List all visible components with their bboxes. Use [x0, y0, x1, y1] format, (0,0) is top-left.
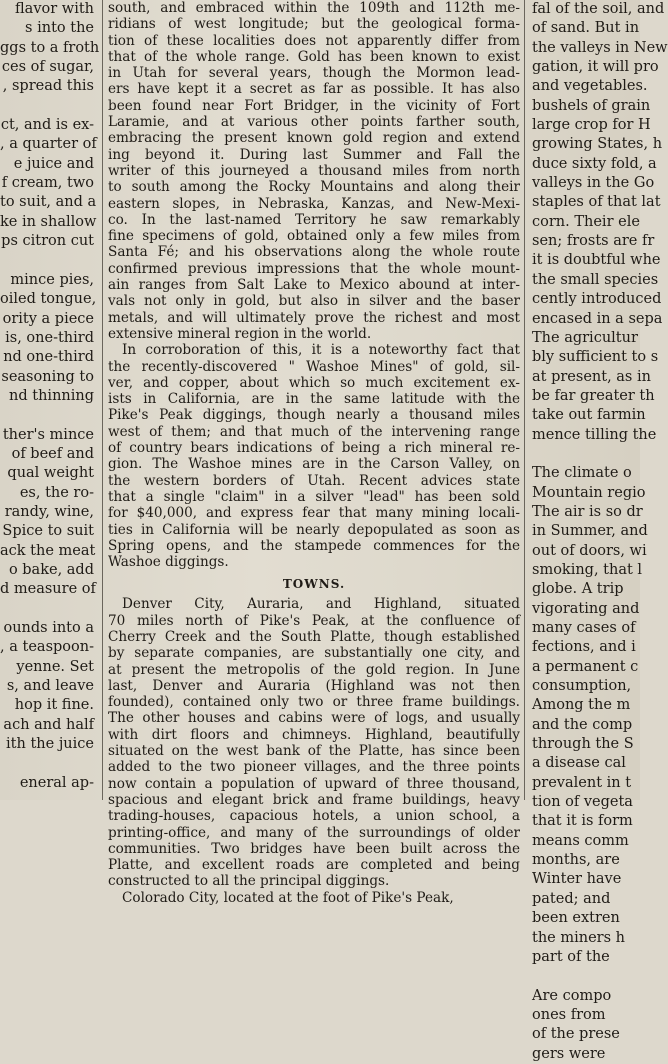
text-line: bly sufficient to s: [532, 349, 659, 366]
text-line: tion of these localities does not apparently differ from: [108, 32, 520, 49]
paragraph-washoe-mines: [108, 342, 520, 570]
text-line: of beef and: [11, 445, 94, 462]
text-line: randy, wine,: [4, 503, 94, 520]
right-column: [528, 0, 668, 1062]
text-line: mince pies,: [10, 271, 94, 288]
text-line: s, and leave: [6, 678, 94, 695]
text-line: tion of vegeta: [532, 794, 633, 811]
text-line: and vegetables.: [532, 78, 648, 95]
text-line: west of them; and that much of the intervening range: [108, 423, 520, 440]
text-line: added to the two pioneer villages, and the three points: [108, 759, 520, 776]
text-line: confirmed previous impressions that the whole mount-: [108, 260, 520, 277]
text-line: f cream, two: [1, 175, 94, 192]
text-line: embracing the present known gold region and extend: [108, 130, 520, 147]
text-line: to suit, and a: [0, 194, 97, 211]
text-line: ces of sugar,: [1, 59, 94, 76]
text-line: corn. Their ele: [532, 213, 640, 230]
text-line: ke in shallow: [0, 213, 97, 230]
text-line: Spring opens, and the stampede commences for the: [108, 537, 520, 554]
text-line: Spice to suit: [2, 523, 94, 540]
text-line: consumption,: [532, 678, 632, 695]
text-line: ps citron cut: [1, 233, 94, 250]
text-line: Mountain regio: [532, 484, 646, 501]
text-line: in Summer, and: [532, 523, 648, 540]
text-line: by separate companies, are substantially one city, and: [108, 645, 520, 662]
text-line: d measure of: [0, 581, 96, 598]
text-line: ack the meat: [0, 542, 96, 559]
left-column: [0, 0, 98, 800]
text-line: writer of this journeyed a thousand miles from north: [108, 162, 520, 179]
text-line: ggs to a froth: [0, 39, 100, 56]
paragraph-colorado-city: Colorado City, located at the foot of Pike's Peak,: [122, 889, 454, 906]
text-line: ith the juice: [6, 736, 94, 753]
text-line: ounds into a: [3, 620, 94, 636]
text-line: be far greater th: [532, 387, 655, 404]
text-line: flavor with: [15, 1, 94, 17]
text-line: fal of the soil, and: [532, 1, 665, 17]
text-line: ain ranges from Salt Lake to Mexico abound at inter-: [108, 277, 520, 294]
text-line: gers were: [532, 1045, 606, 1062]
text-line: out of doors, wi: [532, 542, 647, 559]
text-line: prevalent in t: [532, 774, 632, 791]
text-line: yenne. Set: [16, 658, 94, 675]
text-line: trading-houses, capacious hotels, a union school, a: [108, 808, 520, 825]
text-line: that of the whole range. Gold has been known to exist: [108, 48, 520, 65]
text-line: 70 miles north of Pike's Peak, at the confluence of: [108, 612, 520, 629]
text-line: The air is so dr: [532, 503, 643, 520]
text-line: Pike's Peak diggings, though nearly a thousand miles: [108, 407, 520, 424]
text-line: o bake, add: [8, 561, 94, 578]
text-line: Winter have: [532, 871, 622, 888]
text-line: printing-office, and many of the surroundings of older: [108, 824, 520, 841]
text-line: the miners h: [532, 929, 625, 946]
text-line: globe. A trip: [532, 581, 624, 598]
column-rule-left: [102, 0, 103, 800]
text-line: Washoe diggings.: [108, 554, 229, 571]
text-line: ther's mince: [2, 426, 94, 443]
text-line: last, Denver and Auraria (Highland was not then: [108, 677, 520, 694]
text-line: communities. Two bridges have been built across the: [108, 840, 520, 857]
text-line: [0, 406, 98, 425]
text-line: s into the: [25, 20, 94, 37]
text-line: been found near Fort Bridger, in the vicinity of Fort: [108, 97, 520, 114]
text-line: eastern slopes, in Nebraska, Kanzas, and New-Mexi-: [108, 195, 520, 212]
text-line: Denver City, Auraria, and Highland, situated: [122, 596, 520, 613]
text-line: oiled tongue,: [0, 291, 97, 308]
text-line: [0, 97, 98, 116]
text-line: constructed to all the principal diggings.: [108, 873, 390, 890]
text-line: ridians of west longitude; but the geological forma-: [108, 16, 520, 33]
text-line: the recently-discovered " Washoe Mines" of gold, sil-: [108, 358, 520, 375]
text-line: [528, 967, 640, 986]
text-line: Platte, and excellent roads are completed and being: [108, 857, 520, 874]
text-line: valleys in the Go: [532, 175, 655, 192]
text-line: [528, 445, 640, 464]
text-line: growing States, h: [532, 136, 663, 153]
text-line: metals, and will ultimately prove the richest and most: [108, 309, 520, 326]
text-line: to south among the Rocky Mountains and along their: [108, 179, 520, 196]
text-line: [0, 600, 98, 619]
text-line: that it is form: [532, 813, 633, 830]
text-line: is, one-third: [5, 329, 94, 346]
text-line: ones from: [532, 1006, 606, 1023]
paragraph-gold-region: [108, 0, 520, 342]
text-line: ists in California, are in the same latitude with the: [108, 391, 520, 408]
text-line: e juice and: [13, 155, 94, 172]
text-line: a permanent c: [532, 658, 639, 675]
text-line: The climate o: [532, 465, 632, 482]
text-line: ing beyond it. During last Summer and Fall the: [108, 146, 520, 163]
text-line: The other houses and cabins were of logs, and usually: [108, 710, 520, 727]
text-line: the valleys in New: [532, 39, 668, 56]
text-line: that a single "claim" in a silver "lead" has been sold: [108, 488, 520, 505]
text-line: take out farmin: [532, 407, 646, 424]
text-line: staples of that lat: [532, 194, 661, 211]
text-line: The agricultur: [532, 329, 638, 346]
text-line: of country bears indications of being a rich mineral re-: [108, 440, 520, 457]
text-line: mence tilling the: [532, 426, 657, 443]
text-line: , a quarter of: [0, 136, 97, 153]
text-line: fections, and i: [532, 639, 636, 656]
text-line: large crop for H: [532, 117, 651, 134]
text-line: a disease cal: [532, 755, 626, 772]
text-line: south, and embraced within the 109th and 112th me-: [108, 0, 520, 16]
text-line: in Utah for several years, though the Mormon lead-: [108, 65, 520, 82]
text-line: means comm: [532, 832, 629, 849]
paragraph-denver-city: [108, 596, 520, 889]
text-line: nd thinning: [9, 387, 94, 404]
text-line: gion. The Washoe mines are in the Carson Valley, on: [108, 456, 520, 473]
text-line: ority a piece: [2, 310, 94, 327]
text-line: hop it fine.: [14, 697, 94, 714]
text-line: spacious and elegant brick and frame buildings, heavy: [108, 791, 520, 808]
text-line: eneral ap-: [19, 774, 94, 791]
text-line: smoking, that l: [532, 561, 643, 578]
text-line: fine specimens of gold, obtained only a few miles from: [108, 228, 520, 245]
text-line: the western borders of Utah. Recent advices state: [108, 472, 520, 489]
text-line: , a teaspoon-: [0, 639, 94, 656]
text-line: Among the m: [532, 697, 631, 714]
text-line: nd one-third: [3, 349, 94, 366]
text-line: qual weight: [7, 465, 94, 482]
text-line: ers have kept it a secret as far as possible. It has also: [108, 81, 520, 98]
text-line: been extren: [532, 910, 620, 927]
middle-column: [108, 0, 520, 906]
text-line: In corroboration of this, it is a noteworthy fact that: [122, 342, 520, 359]
text-line: encased in a sepa: [532, 310, 663, 327]
text-line: with dirt floors and chimneys. Highland, beautifully: [108, 726, 520, 743]
text-line: co. In the last-named Territory he saw remarkably: [108, 211, 520, 228]
text-line: [0, 251, 98, 270]
text-line: Santa Fé; and his observations along the whole route: [108, 244, 520, 261]
text-line: founded), contained only two or three frame buildings.: [108, 694, 520, 711]
text-line: cently introduced: [532, 291, 662, 308]
text-line: duce sixty fold, a: [532, 155, 657, 172]
text-line: the small species: [532, 271, 659, 288]
text-line: at present the metropolis of the gold region. In June: [108, 661, 520, 678]
text-line: ver, and copper, about which so much excitement ex-: [108, 374, 520, 391]
column-rule-right: [524, 0, 525, 800]
text-line: many cases of: [532, 620, 636, 636]
text-line: bushels of grain: [532, 97, 651, 114]
text-line: Are compo: [532, 987, 612, 1004]
text-line: vals not only in gold, but also in silver and the baser: [108, 293, 520, 310]
text-line: and the comp: [532, 716, 633, 733]
text-line: Laramie, and at various other points farther south,: [108, 114, 520, 131]
text-line: situated on the west bank of the Platte, has since been: [108, 743, 520, 760]
text-line: , spread this: [2, 78, 94, 95]
text-line: ties in California will be nearly depopulated as soon as: [108, 521, 520, 538]
text-line: at present, as in: [532, 368, 651, 385]
text-line: seasoning to: [1, 368, 94, 385]
section-heading-towns: TOWNS.: [282, 577, 346, 592]
text-line: Cherry Creek and the South Platte, though established: [108, 628, 520, 645]
text-line: gation, it will pro: [532, 59, 659, 76]
text-line: [0, 754, 98, 773]
text-line: es, the ro-: [19, 484, 94, 501]
text-line: through the S: [532, 736, 634, 753]
text-line: pated; and: [532, 890, 611, 907]
text-line: sen; frosts are fr: [532, 233, 655, 250]
text-line: vigorating and: [532, 600, 640, 617]
text-line: of sand. But in: [532, 20, 640, 37]
text-line: months, are: [532, 852, 620, 869]
text-line: ach and half: [3, 716, 94, 733]
text-line: for $40,000, and express fear that many mining locali-: [108, 505, 520, 522]
text-line: it is doubtful whe: [532, 252, 661, 269]
text-line: ct, and is ex-: [0, 117, 94, 134]
text-line: now contain a population of upward of three thousand,: [108, 775, 520, 792]
text-line: of the prese: [532, 1026, 620, 1043]
text-line: part of the: [532, 948, 610, 965]
text-line: extensive mineral region in the world.: [108, 325, 372, 342]
